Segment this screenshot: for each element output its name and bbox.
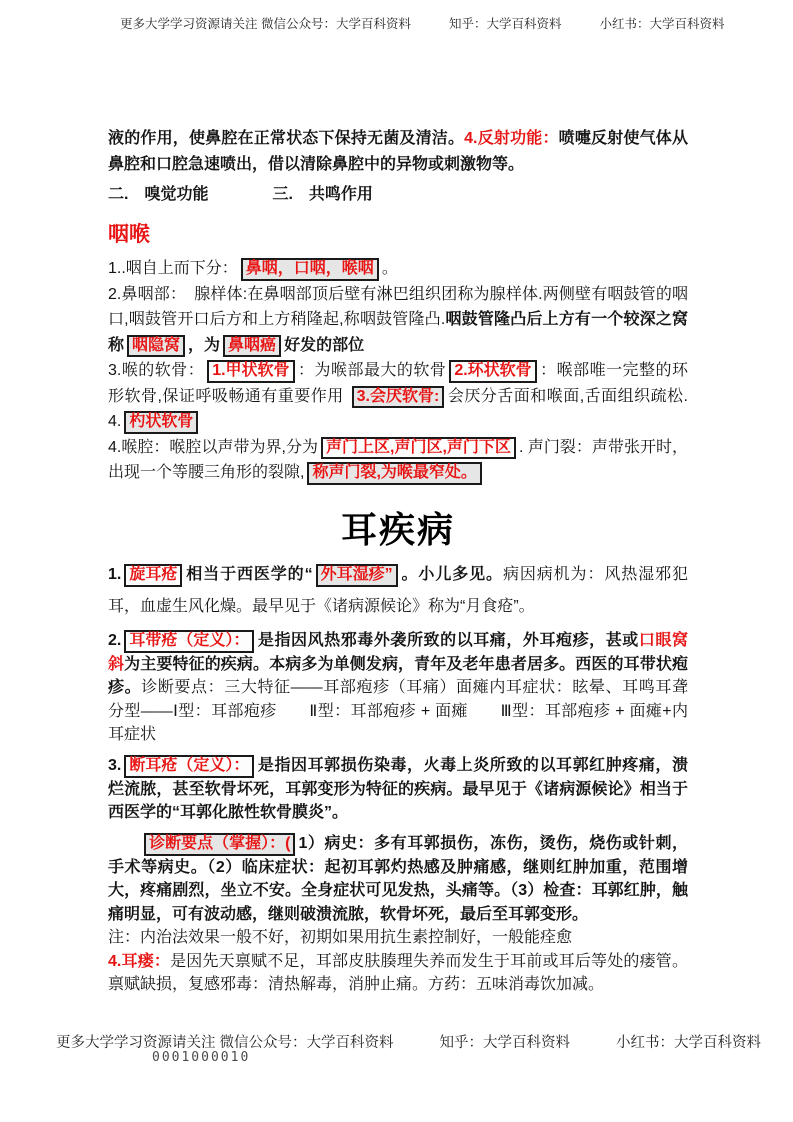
header-zhihu: 知乎：大学百科资料: [448, 17, 562, 31]
text-run: ：为喉部最大的软骨: [297, 362, 447, 379]
highlighted-term: 鼻咽，口咽，喉咽: [241, 258, 379, 281]
text-run: 1.: [108, 566, 122, 583]
highlighted-term: 外耳湿疹”: [316, 564, 398, 587]
highlighted-term: 3.会厌软骨:: [352, 386, 445, 409]
text-run: 3.: [108, 756, 122, 774]
text-run: 3.喉的软骨：: [108, 362, 205, 379]
text-run: 二. 嗅觉功能 三. 共鸣作用: [108, 186, 373, 203]
text-run: 2.: [108, 632, 122, 649]
paragraph-laryngeal-cartilages: [108, 358, 688, 435]
text-run: 诊断要点：三大特征——耳部疱疹（耳痛）面瘫内耳症状：眩晕、耳鸣耳聋 分型——Ⅰ型：耳部疱疹 Ⅱ型：耳部疱疹 + 面瘫 Ⅲ型：耳部疱疹 + 面瘫+内耳症状: [108, 679, 704, 744]
text-run: ：喉部唯一完整的环形软骨,保证呼吸畅通有重要作用: [108, 362, 688, 405]
text-run: . 声门裂：声带张开时，出现一个等腰三角形的裂隙,: [108, 438, 688, 481]
text-run: 。小儿多见。: [400, 566, 503, 583]
paragraph-er-lou: [108, 950, 688, 997]
text-run: 是指因耳郭损伤染毒，火毒上炎所致的以耳郭红肿疼痛，溃烂流脓，甚至软骨坏死，耳郭变形为特征的疾病。最早见于《诸病源候论》相当于西医学的“耳郭化脓性软骨膜炎”。: [108, 756, 688, 822]
footer-zhihu: 知乎：大学百科资料: [439, 1035, 571, 1051]
text-run: 1..咽自上而下分：: [108, 260, 238, 277]
paragraph-laryngeal-cavity: [108, 435, 688, 486]
text-run: 相当于西医学的“: [185, 566, 313, 583]
heading-throat: 咽喉: [108, 222, 150, 246]
text-run: 喷嚏反射使气体从鼻腔和口腔急速喷出，借以清除鼻腔中的异物或刺激物等。: [108, 130, 688, 173]
text-run: 1）病史：多有耳郭损伤，冻伤，烫伤，烧伤或针刺，手术等病史。（2）临床症状：起初耳郭灼热感及肿痛感，继则红肿加重，范围增大，疼痛剧烈，坐立不安。全身症状可见发热，头痛等。（3）检查：耳郭红肿，触痛明显，可有波动感，继则破溃流脓，软骨坏死，最后至耳郭变形。: [108, 834, 688, 923]
text-run: 病因病机为：风热湿邪犯耳，血虚生风化燥。最早见于《诸病源候论》称为“月食疮”。: [108, 566, 688, 615]
text-run: 2.鼻咽部： 腺样体:在鼻咽部顶后壁有淋巴组织团称为腺样体.两侧壁有咽鼓管的咽口,咽鼓管开口后方和上方稍隆起,称咽鼓管隆凸.: [108, 285, 688, 328]
paragraph-note: [108, 926, 688, 950]
header-wechat-promo: 更多大学学习资源请关注 微信公众号：大学百科资料: [120, 17, 411, 31]
clipped-number: 0001000010: [152, 1050, 251, 1065]
highlighted-term: 耳带疮（定义）：: [124, 630, 254, 653]
text-run: [108, 835, 141, 852]
paragraph-xuan-er-chuang: [108, 559, 688, 623]
highlighted-term: 鼻咽癌: [223, 335, 281, 358]
page-footer: [56, 1031, 773, 1052]
text-run: 4.耳瘘：: [108, 952, 171, 970]
highlighted-term: 诊断要点（掌握）：(: [144, 833, 295, 856]
highlighted-term: 1.甲状软骨: [207, 360, 294, 383]
text-run: 好发的部位: [284, 336, 365, 354]
title-ear-diseases: 耳疾病: [340, 509, 455, 550]
text-run: 为主要特征的疾病。本病多为单侧发病，青年及老年患者居多。西医的耳带状疱疹。: [108, 655, 688, 697]
paragraph-duan-er-chuang: [108, 754, 688, 825]
text-run: 口眼窝斜: [108, 632, 688, 673]
paragraph-er-dai-chuang: [108, 629, 704, 747]
text-run: ，为: [188, 336, 221, 354]
text-run: 注：内治法效果一般不好，初期如果用抗生素控制好，一般能痊愈: [108, 929, 573, 947]
text-run: 4.反射功能：: [464, 130, 559, 147]
text-run: 。: [381, 260, 398, 277]
highlighted-term: 称声门裂,为喉最窄处。: [307, 462, 481, 485]
paragraph-pharynx-divisions: [108, 256, 688, 282]
text-run: 液的作用，使鼻腔在正常状态下保持无菌及清洁。: [108, 130, 465, 147]
highlighted-term: 杓状软骨: [124, 411, 198, 434]
footer-wechat-promo: 更多大学学习资源请关注 微信公众号：大学百科资料: [56, 1035, 394, 1051]
paragraph-diagnosis-points: [108, 832, 688, 926]
highlighted-term: 断耳疮（定义）：: [124, 755, 254, 778]
text-run: 是指因风热邪毒外袭所致的以耳痛，外耳疱疹，甚或: [257, 632, 639, 649]
page-header: [120, 14, 733, 32]
paragraph-nasopharynx: [108, 282, 688, 359]
highlighted-term: 声门上区,声门区,声门下区: [321, 437, 516, 460]
footer-xiaohongshu: 小红书：大学百科资料: [616, 1035, 762, 1051]
line-smell-resonance: [108, 182, 688, 208]
highlighted-term: 2.环状软骨: [449, 360, 536, 383]
text-run: 会厌分舌面和喉面,舌面组织疏松. 4.: [108, 387, 688, 430]
header-xiaohongshu: 小红书：大学百科资料: [599, 17, 725, 31]
text-run: 咽鼓管隆凸后上方有一个较深之窝称: [108, 311, 688, 354]
text-run: 是因先天禀赋不足，耳部皮肤腠理失养而发生于耳前或耳后等处的瘘管。禀赋缺损，复感邪毒：清热解毒，消肿止痛。方药：五味消毒饮加减。: [108, 952, 688, 994]
highlighted-term: 旋耳疮: [124, 564, 182, 587]
document-body: [108, 126, 704, 997]
paragraph-nose-functions: [108, 126, 688, 177]
text-run: 4.喉腔：喉腔以声带为界,分为: [108, 438, 319, 456]
highlighted-term: 咽隐窝: [127, 335, 185, 358]
